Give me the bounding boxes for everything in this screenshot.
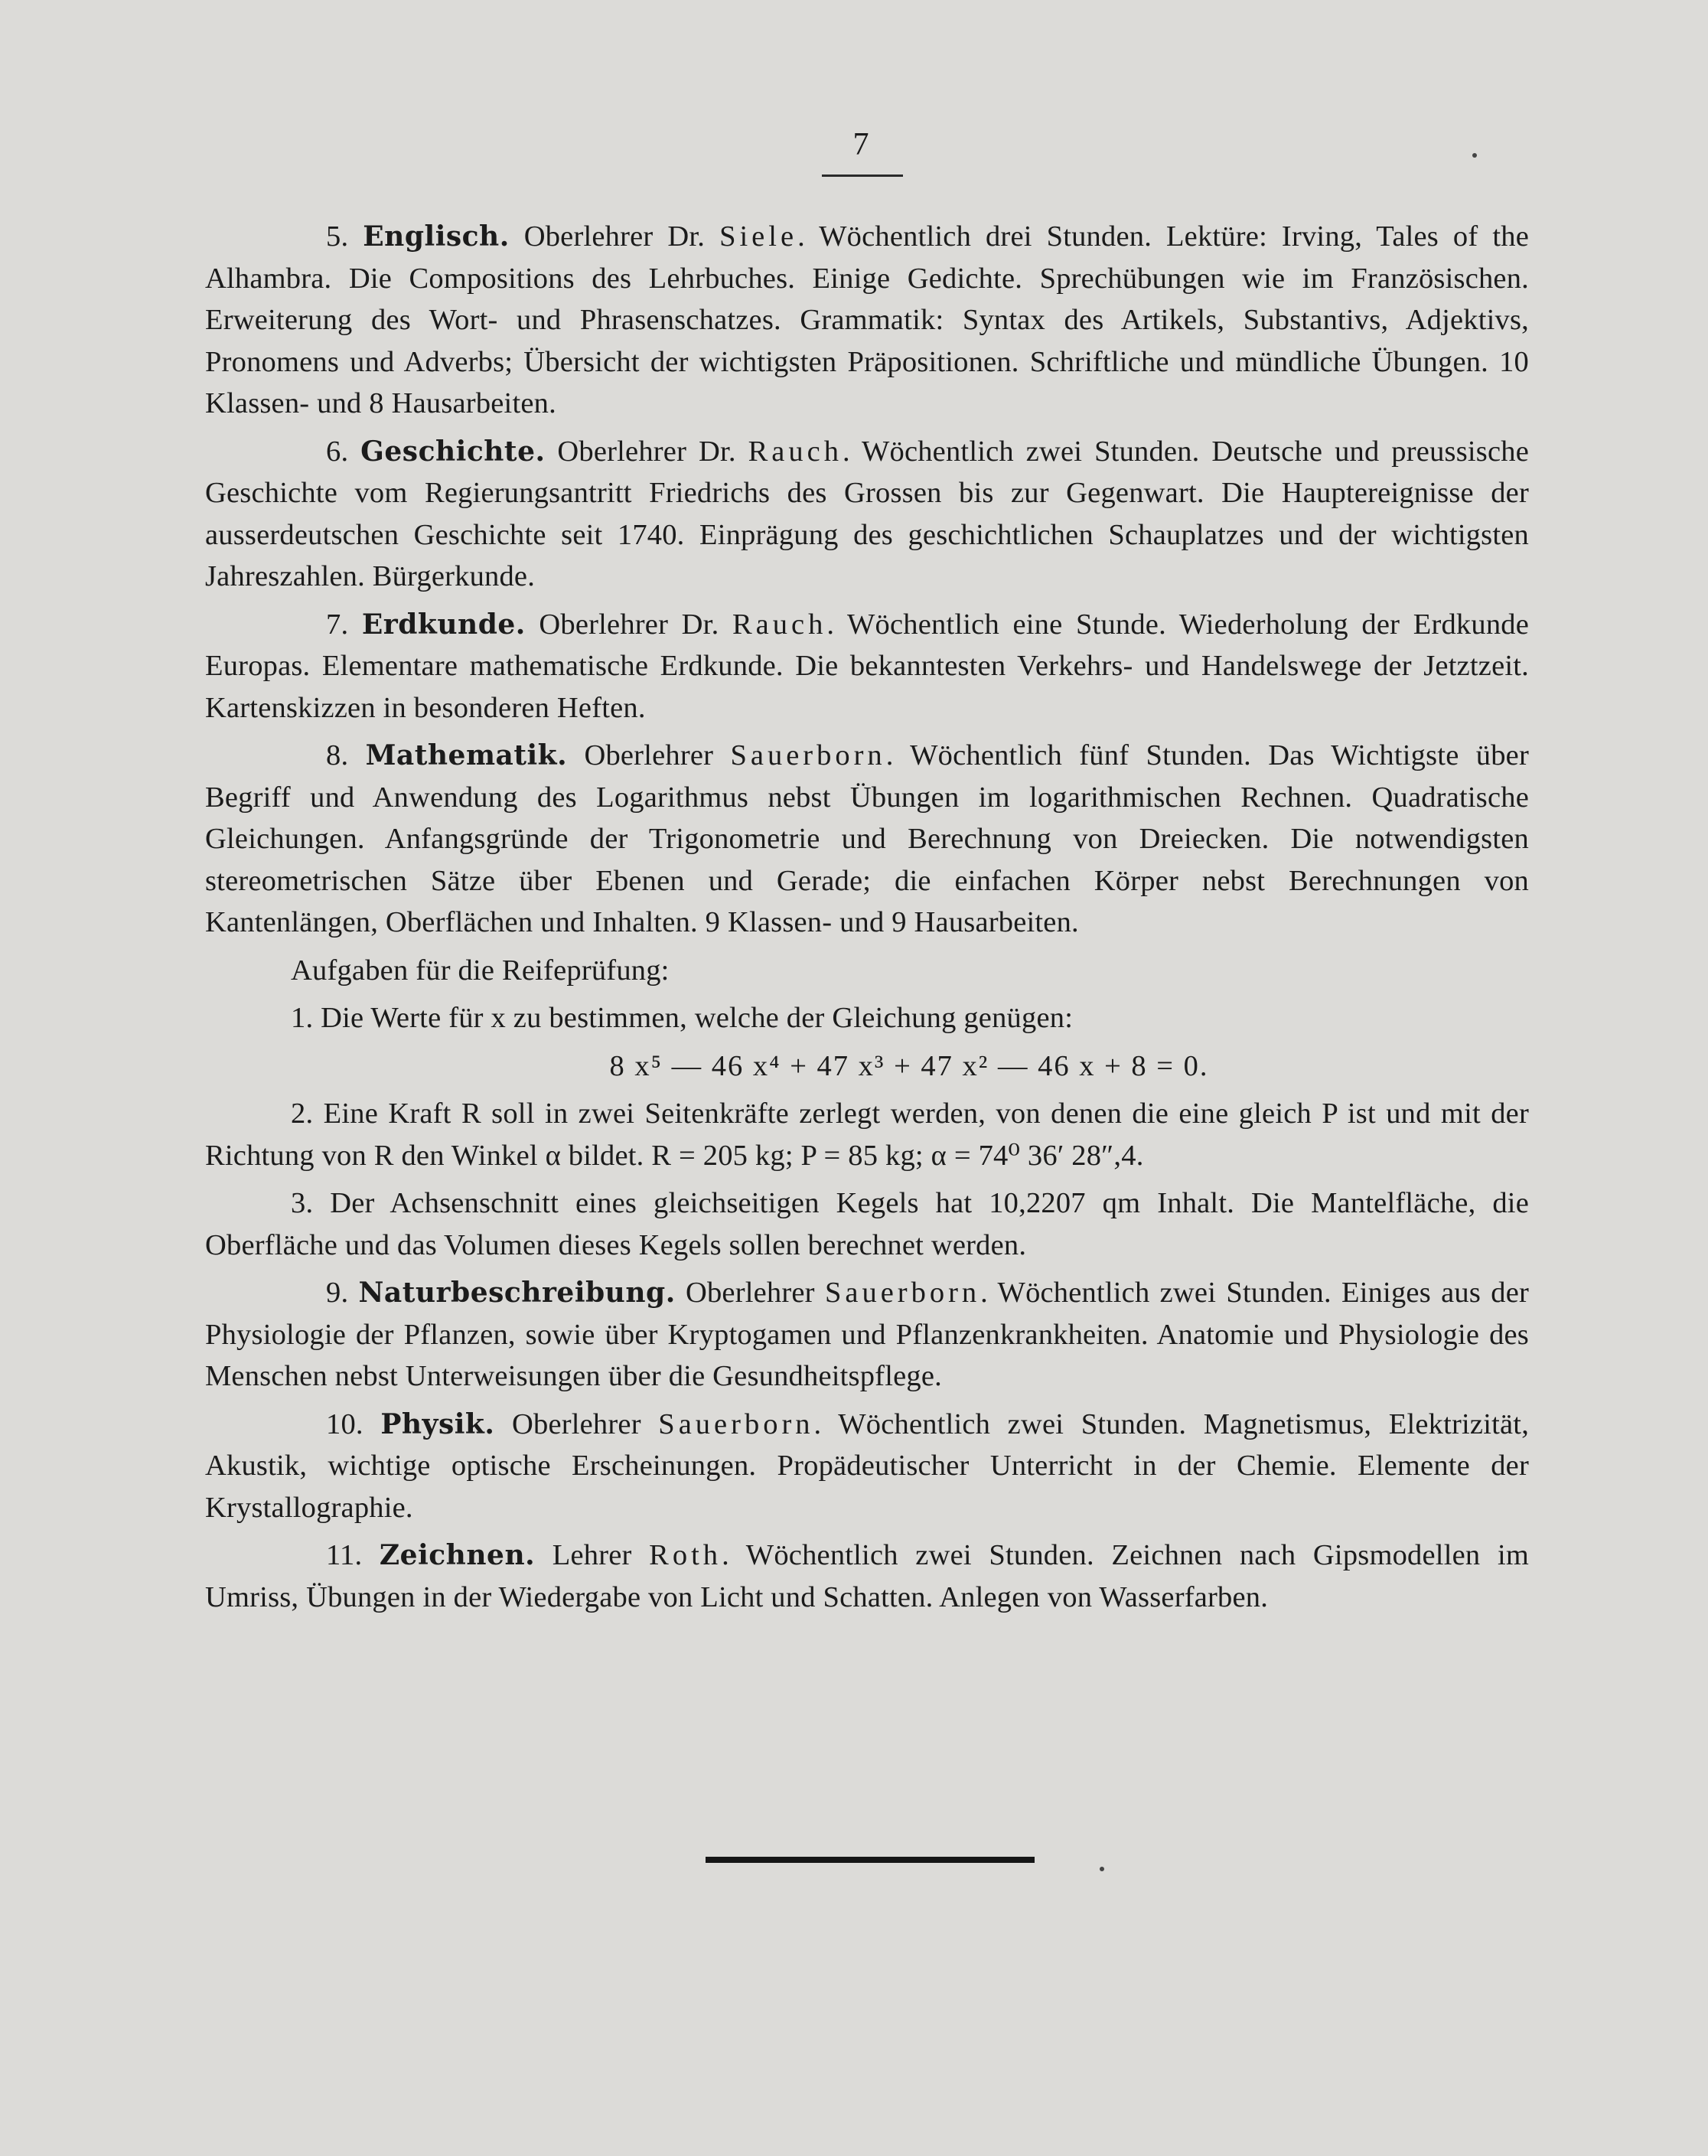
section-heading: Erdkunde. xyxy=(361,608,526,641)
section-heading: Naturbeschreibung. xyxy=(358,1277,676,1309)
exam-task-1: 1. Die Werte für x zu bestimmen, welche der Gleichung genügen: xyxy=(291,1002,1074,1034)
speck-mark xyxy=(1100,1867,1104,1871)
section-heading: Zeichnen. xyxy=(379,1539,536,1571)
page-number-rule xyxy=(822,175,903,177)
teacher-name: Rauch xyxy=(748,435,843,468)
exam-task-2: 2. Eine Kraft R soll in zwei Seitenkräfte zerlegt werden, von denen die eine gleich P ist und mit der Richtung von R den Winkel α bildet. R = 205 kg; P = 85 kg; α = 74⁰ 36′ 28″,4. xyxy=(205,1098,1529,1172)
teacher-name: Siele xyxy=(719,220,798,253)
section-zeichnen: 11. Zeichnen. Lehrer Roth. Wöchentlich zwei Stunden. Zeichnen nach Gipsmodellen im Umriss, Übungen in der Wiedergabe von Licht und Schatten. Anlegen von Wasserfarben. xyxy=(205,1539,1529,1613)
teacher-name: Sauerborn xyxy=(824,1277,981,1309)
exam-task-3: 3. Der Achsenschnitt eines gleichseitigen Kegels hat 10,2207 qm Inhalt. Die Mantelfläche, die Oberfläche und das Volumen dieses Kegels sollen berechnet werden. xyxy=(205,1187,1529,1261)
teacher-name: Rauch xyxy=(732,608,827,641)
speck-mark xyxy=(1472,153,1477,158)
section-heading: Physik. xyxy=(380,1407,495,1440)
teacher-name: Sauerborn xyxy=(730,739,886,771)
section-erdkunde: 7. Erdkunde. Oberlehrer Dr. Rauch. Wöchentlich eine Stunde. Wiederholung der Erdkunde Europas. Elementare mathematische Erdkunde. Die bekanntesten Verkehrs- und Handelswege der Jetztzeit. Kartenskizzen in besonderen Heften. xyxy=(205,608,1530,724)
exam-intro: Aufgaben für die Reifeprüfung: xyxy=(291,954,670,987)
section-mathematik: 8. Mathematik. Oberlehrer Sauerborn. Wöchentlich fünf Stunden. Das Wichtigste über Begriff und Anwendung des Logarithmus nebst Übungen im logarithmischen Rechnen. Quadratische Gleichungen. Anfangsgründe der Trigonometrie und Berechnung von Dreiecken. Die notwendigsten stereometrischen Sätze über Ebenen und Gerade; die einfachen Körper nebst Berechnungen von Kantenlängen, Oberflächen und Inhalten. 9 Klassen- und 9 Hausarbeiten. xyxy=(205,739,1529,938)
teacher-name: Sauerborn xyxy=(658,1407,814,1440)
section-geschichte: 6. Geschichte. Oberlehrer Dr. Rauch. Wöchentlich zwei Stunden. Deutsche und preussische Geschichte vom Regierungsantritt Friedrichs des Grossen bis zur Gegenwart. Die Hauptereignisse der ausserdeutschen Geschichte seit 1740. Einprägung des geschichtlichen Schauplatzes und der wichtigsten Jahreszahlen. Bürgerkunde. xyxy=(205,435,1529,592)
section-heading: Geschichte. xyxy=(360,435,546,468)
page-body xyxy=(205,216,1529,1624)
page-number: 7 xyxy=(852,127,869,162)
section-naturbeschreibung: 9. Naturbeschreibung. Oberlehrer Sauerborn. Wöchentlich zwei Stunden. Einiges aus der Physiologie der Pflanzen, sowie über Kryptogamen und Pflanzenkrankheiten. Anatomie und Physiologie des Menschen nebst Unterweisungen über die Gesundheitspflege. xyxy=(205,1277,1530,1392)
section-heading: Mathematik. xyxy=(365,739,568,771)
end-rule xyxy=(706,1857,1035,1863)
teacher-name: Roth xyxy=(649,1539,722,1571)
section-heading: Englisch. xyxy=(363,220,510,253)
section-physik: 10. Physik. Oberlehrer Sauerborn. Wöchentlich zwei Stunden. Magnetismus, Elektrizität, Akustik, wichtige optische Erscheinungen. Propädeutischer Unterricht in der Chemie. Elemente der Krystallographie. xyxy=(205,1407,1530,1524)
exam-formula: 8 x⁵ — 46 x⁴ + 47 x³ + 47 x² — 46 x + 8 = 0. xyxy=(609,1049,1209,1082)
section-englisch: 5. Englisch. Oberlehrer Dr. Siele. Wöchentlich drei Stunden. Lektüre: Irving, Tales of the Alhambra. Die Compositions des Lehrbuches. Einige Gedichte. Sprechübungen wie im Französischen. Erweiterung des Wort- und Phrasenschatzes. Grammatik: Syntax des Artikels, Substantivs, Adjektivs, Pronomens und Adverbs; Übersicht der wichtigsten Präpositionen. Schriftliche und mündliche Übungen. 10 Klassen- und 8 Hausarbeiten. xyxy=(205,220,1529,419)
